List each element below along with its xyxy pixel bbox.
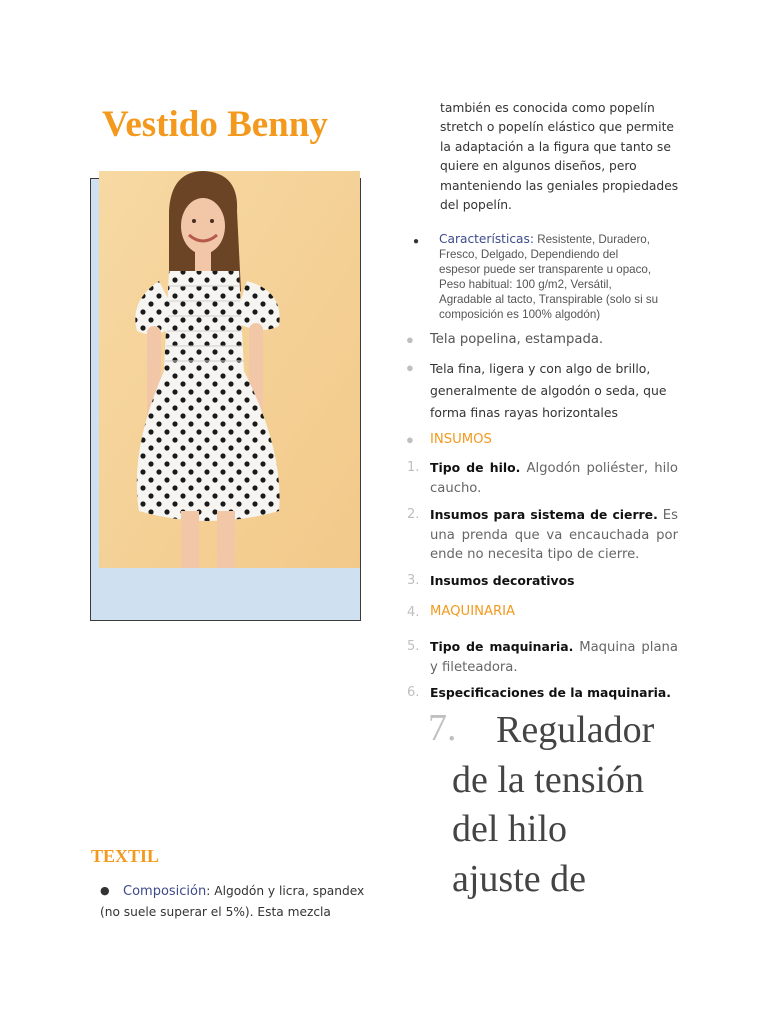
list-item-closure-supplies <box>430 505 678 565</box>
bullet-icon: ● <box>100 884 110 897</box>
bullet-icon: ● <box>413 236 420 247</box>
fabric-description: Tela fina, ligera y con algo de brillo, generalmente de algodón o seda, que forma finas rayas horizontales <box>430 361 667 420</box>
section-heading-textil: TEXTIL <box>91 846 160 866</box>
list-item-machine-specs <box>430 683 678 704</box>
list-number-large: 7. <box>428 707 457 749</box>
list-number: 1. <box>407 460 420 475</box>
list-item-characteristics <box>413 232 683 322</box>
list-number: 6. <box>407 685 420 700</box>
composition-label: Composición <box>123 884 207 899</box>
list-item-thread-tension: Regulador de la tensión del hilo ajuste de <box>452 709 655 900</box>
list-item-machine-type <box>430 637 678 677</box>
section-heading-maquinaria: MAQUINARIA <box>430 604 516 619</box>
intro-paragraph: también es conocida como popelín stretch o popelín elástico que permite la adaptación a la figura que tanto se quiere en algunos diseños, pero manteniendo las geniales propiedades del popelín. <box>440 101 679 213</box>
item-text: Es una prenda que va encauchada por ende no necesita tipo de cierre. <box>430 508 678 562</box>
composition-text: : Algodón y licra, spandex <box>206 884 365 898</box>
item-label: Insumos para sistema de cierre. <box>430 507 658 522</box>
fabric-line: Tela popelina, estampada. <box>430 332 604 347</box>
item-label: Tipo de hilo. <box>430 460 521 475</box>
characteristics-text: Resistente, Duradero, Fresco, Delgado, Dependiendo del espesor puede ser transparente u opaco, Peso habitual: 100 g/m2, Versátil, Agradable al tacto, Transpirable (solo si su composición es 100% algodón) <box>439 233 659 321</box>
item-text: Maquina plana y fileteadora. <box>430 640 678 675</box>
item-text: Algodón poliéster, hilo caucho. <box>430 461 678 496</box>
composition-text-continued: (no suele superar el 5%). Esta mezcla <box>100 905 331 919</box>
bullet-icon: ● <box>406 360 414 375</box>
item-label: Tipo de maquinaria. <box>430 639 574 654</box>
product-photo <box>99 171 360 568</box>
section-heading-insumos: INSUMOS <box>430 432 492 447</box>
list-number: 4. <box>407 605 420 620</box>
item-label: Especificaciones de la maquinaria. <box>430 685 671 700</box>
list-number: 2. <box>407 507 420 522</box>
list-item-decorative-supplies <box>430 571 678 592</box>
bullet-icon: ● <box>406 332 414 347</box>
document-title: Vestido Benny <box>102 104 328 145</box>
list-item-thread-type <box>430 458 678 498</box>
list-item-composition <box>100 881 365 922</box>
item-label: Insumos decorativos <box>430 573 575 588</box>
characteristics-label: Características: <box>439 232 534 246</box>
bullet-icon: ● <box>406 432 414 447</box>
list-number: 3. <box>407 573 420 588</box>
product-photo-frame <box>90 178 361 621</box>
list-number: 5. <box>407 639 420 654</box>
